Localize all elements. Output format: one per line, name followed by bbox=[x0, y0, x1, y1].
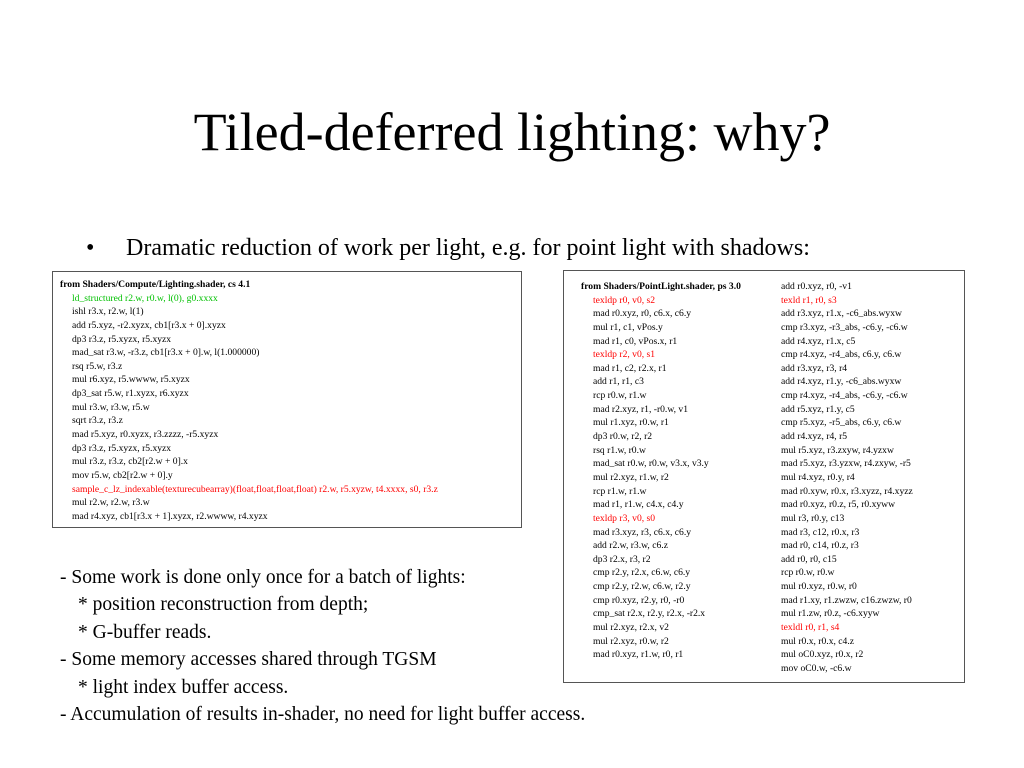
code-line: mad_sat r3.w, -r3.z, cb1[r3.x + 0].w, l(1.000000) bbox=[72, 347, 260, 359]
code-line: dp3_sat r5.w, r1.xyzx, r6.xyzx bbox=[72, 388, 189, 400]
code-line: ld_structured r2.w, r0.w, l(0), g0.xxxx bbox=[72, 292, 218, 304]
code-line: texldp r2, v0, s1 bbox=[593, 349, 656, 361]
code-line: rsq r5.w, r3.z bbox=[72, 360, 123, 372]
pixel-shader-column-1-lines bbox=[581, 294, 741, 662]
code-line: mad r2.xyz, r1, -r0.w, v1 bbox=[593, 403, 689, 415]
code-line: mul r3.w, r3.w, r5.w bbox=[72, 401, 150, 413]
code-line: cmp r5.xyz, -r5_abs, c6.y, c6.w bbox=[781, 417, 902, 429]
code-line: texld r1, r0, s3 bbox=[781, 294, 837, 306]
code-line: mul r0.x, r0.x, c4.z bbox=[781, 635, 855, 647]
code-line: dp3 r2.x, r3, r2 bbox=[593, 553, 651, 565]
code-line: texldp r3, v0, s0 bbox=[593, 512, 656, 524]
code-line: mov oC0.w, -c6.w bbox=[781, 662, 852, 674]
code-line: add r0.xyz, r0, -v1 bbox=[781, 281, 852, 292]
code-line: dp3 r3.z, r5.xyzx, r5.xyzx bbox=[72, 333, 172, 345]
code-line: rcp r0.w, r1.w bbox=[593, 390, 647, 402]
code-line: cmp r2.y, r2.x, c6.w, c6.y bbox=[593, 567, 691, 579]
bullet-marker: • bbox=[86, 235, 95, 261]
code-line: mul r2.xyz, r0.w, r2 bbox=[593, 635, 669, 647]
code-line: add r4.xyz, r1.x, c5 bbox=[781, 335, 856, 347]
code-line: cmp r3.xyz, -r3_abs, -c6.y, -c6.w bbox=[781, 321, 908, 333]
code-line: cmp r4.xyz, -r4_abs, c6.y, c6.w bbox=[781, 349, 902, 361]
code-line: mad r0.xyz, r1.w, r0, r1 bbox=[593, 649, 684, 661]
note-line: - Accumulation of results in-shader, no need for light buffer access. bbox=[60, 704, 586, 726]
code-line: sqrt r3.z, r3.z bbox=[72, 415, 123, 427]
code-line: rcp r0.w, r0.w bbox=[781, 567, 835, 579]
pixel-shader-column-2-lines bbox=[781, 280, 913, 676]
code-line: ishl r3.x, r2.w, l(1) bbox=[72, 306, 144, 318]
note-line: * position reconstruction from depth; bbox=[78, 594, 369, 616]
note-line: - Some memory accesses shared through TGSM bbox=[60, 649, 437, 671]
slide-title: Tiled-deferred lighting: why? bbox=[193, 102, 831, 162]
code-line: cmp_sat r2.x, r2.y, r2.x, -r2.x bbox=[593, 608, 706, 620]
code-line: mul r1.zw, r0.z, -c6.xyyw bbox=[781, 608, 880, 620]
code-line: add r2.w, r3.w, c6.z bbox=[593, 540, 668, 552]
pixel-shader-column-1 bbox=[581, 280, 741, 662]
code-line: cmp r4.xyz, -r4_abs, -c6.y, -c6.w bbox=[781, 390, 908, 402]
compute-shader-lines bbox=[60, 292, 521, 524]
code-line: mad r3, c12, r0.x, r3 bbox=[781, 526, 860, 538]
code-line: mad r1, c0, vPos.x, r1 bbox=[593, 335, 678, 347]
code-line: mad r0.xyw, r0.x, r3.xyzz, r4.xyzz bbox=[781, 485, 913, 497]
code-line: mad r5.xyz, r0.xyzx, r3.zzzz, -r5.xyzx bbox=[72, 429, 219, 441]
code-line: texldp r0, v0, s2 bbox=[593, 294, 656, 306]
code-line: mad_sat r0.w, r0.w, v3.x, v3.y bbox=[593, 458, 709, 470]
code-line: mul r6.xyz, r5.wwww, r5.xyzx bbox=[72, 374, 190, 386]
code-line: texldl r0, r1, s4 bbox=[781, 622, 840, 634]
code-line: mul r2.xyz, r1.w, r2 bbox=[593, 471, 669, 483]
note-line: * G-buffer reads. bbox=[78, 621, 212, 643]
code-line: mad r1.xy, r1.zwzw, c16.zwzw, r0 bbox=[781, 594, 912, 606]
code-line: mad r0.xyz, r0.z, r5, r0.xyww bbox=[781, 499, 896, 511]
code-line: add r4.xyz, r4, r5 bbox=[781, 431, 848, 443]
pixel-shader-code-box bbox=[563, 270, 965, 683]
code-line: add r3.xyz, r3, r4 bbox=[781, 362, 848, 374]
code-line: add r5.xyz, -r2.xyzx, cb1[r3.x + 0].xyzx bbox=[72, 319, 226, 331]
code-line: mad r3.xyz, r3, c6.x, c6.y bbox=[593, 526, 692, 538]
code-line: add r1, r1, c3 bbox=[593, 376, 644, 388]
code-line: rcp r1.w, r1.w bbox=[593, 485, 647, 497]
code-line: mul r2.w, r2.w, r3.w bbox=[72, 497, 150, 509]
code-line: mul r4.xyz, r0.y, r4 bbox=[781, 471, 855, 483]
code-line: mul r3, r0.y, c13 bbox=[781, 512, 845, 524]
code-line: mad r0.xyz, r0, c6.x, c6.y bbox=[593, 308, 692, 320]
code-line: dp3 r3.z, r5.xyzx, r5.xyzx bbox=[72, 442, 172, 454]
code-line: add r4.xyz, r1.y, -c6_abs.wyxw bbox=[781, 376, 902, 388]
bullet-text: Dramatic reduction of work per light, e.g. for point light with shadows: bbox=[126, 235, 810, 261]
code-line: dp3 r0.w, r2, r2 bbox=[593, 431, 653, 443]
code-line: mad r0, c14, r0.z, r3 bbox=[781, 540, 859, 552]
bullet-point bbox=[86, 234, 810, 262]
code-line: cmp r2.y, r2.w, c6.w, r2.y bbox=[593, 581, 691, 593]
note-line: - Some work is done only once for a batch of lights: bbox=[60, 567, 466, 588]
pixel-shader-column-2 bbox=[781, 280, 913, 676]
pixel-shader-header: from Shaders/PointLight.shader, ps 3.0 bbox=[581, 281, 741, 292]
code-line: mul r1, c1, vPos.y bbox=[593, 321, 663, 333]
notes-block bbox=[60, 564, 585, 728]
code-line: mad r5.xyz, r3.yzxw, r4.zxyw, -r5 bbox=[781, 458, 911, 470]
code-line: add r0, r0, c15 bbox=[781, 553, 837, 565]
code-line: sample_c_lz_indexable(texturecubearray)(float,float,float,float) r2.w, r5.xyzw, t4.xxxx, s0, r3.z bbox=[72, 483, 438, 495]
code-line: mad r1, r1.w, c4.x, c4.y bbox=[593, 499, 684, 511]
code-line: add r3.xyz, r1.x, -c6_abs.wyxw bbox=[781, 308, 902, 320]
code-line: rsq r1.w, r0.w bbox=[593, 444, 646, 456]
compute-shader-header: from Shaders/Compute/Lighting.shader, cs 4.1 bbox=[60, 279, 251, 290]
code-line: mul r1.xyz, r0.w, r1 bbox=[593, 417, 669, 429]
code-line: mul r5.xyz, r3.zxyw, r4.yzxw bbox=[781, 444, 894, 456]
code-line: mul oC0.xyz, r0.x, r2 bbox=[781, 649, 864, 661]
code-line: mad r4.xyz, cb1[r3.x + 1].xyzx, r2.wwww, r4.xyzx bbox=[72, 510, 268, 522]
compute-shader-code-box bbox=[52, 271, 522, 528]
code-line: mul r3.z, r3.z, cb2[r2.w + 0].x bbox=[72, 456, 188, 468]
note-line: * light index buffer access. bbox=[78, 676, 289, 698]
code-line: mov r5.w, cb2[r2.w + 0].y bbox=[72, 469, 173, 481]
code-line: add r5.xyz, r1.y, c5 bbox=[781, 403, 855, 415]
code-line: cmp r0.xyz, r2.y, r0, -r0 bbox=[593, 594, 685, 606]
code-line: mad r1, c2, r2.x, r1 bbox=[593, 362, 667, 374]
code-line: mul r0.xyz, r0.w, r0 bbox=[781, 581, 857, 593]
code-line: mul r2.xyz, r2.x, v2 bbox=[593, 622, 669, 634]
